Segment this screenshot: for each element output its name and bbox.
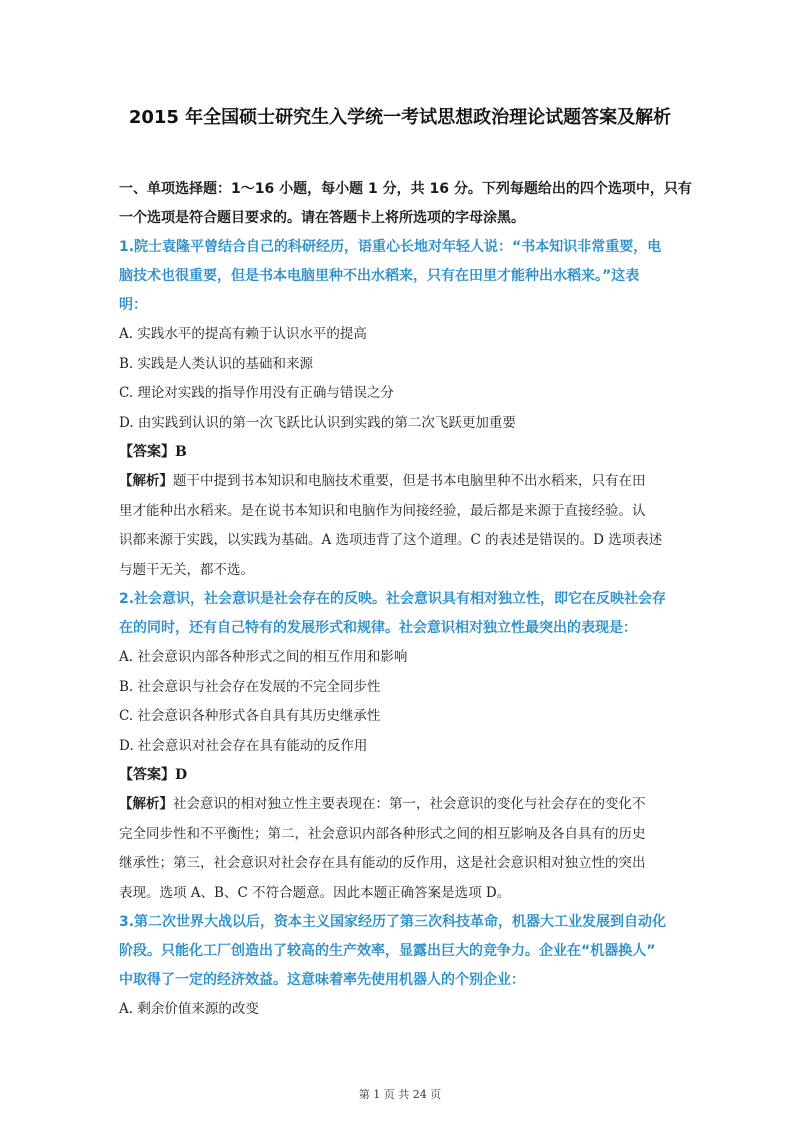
answer-value: B (175, 444, 187, 460)
answer-tag: 【答案】 (119, 444, 175, 460)
option-d: D. 社会意识对社会存在具有能动的反作用 (119, 737, 368, 754)
question-stem-line: 1.院士袁隆平曾结合自己的科研经历，语重心长地对年轻人说：“书本知识非常重要，电 (119, 239, 662, 255)
explanation-line: 表现。选项 A、B、C 不符合题意。因此本题正确答案是选项 D。 (119, 884, 511, 901)
explanation-tag: 【解析】 (119, 796, 173, 812)
option-c: C. 社会意识各种形式各自具有其历史继承性 (119, 708, 381, 724)
explanation-text: 题干中提到书本知识和电脑技术重要，但是书本电脑里种不出水稻来，只有在田 (173, 473, 646, 489)
page-footer: 第 1 页 共 24 页 (358, 1088, 442, 1101)
question-3 (119, 908, 685, 1025)
option-a: A. 剩余价值来源的改变 (119, 1001, 259, 1017)
section-header-line-1: 一、单项选择题：1～16 小题，每小题 1 分，共 16 分。下列每题给出的四个选项中，只有 (119, 181, 692, 197)
explanation-line (119, 467, 685, 497)
answer-line (119, 761, 685, 790)
question-stem-line: 2.社会意识，社会意识是社会存在的反映。社会意识具有相对独立性，即它在反映社会存 (119, 591, 667, 607)
question-stem-line: 明： (119, 297, 147, 313)
explanation-tag: 【解析】 (119, 473, 173, 489)
explanation-line (119, 790, 685, 820)
explanation-line: 继承性；第三，社会意识对社会存在具有能动的反作用，这是社会意识相对独立性的突出 (119, 855, 646, 871)
explanation-line: 完全同步性和不平衡性；第二，社会意识内部各种形式之间的相互影响及各自具有的历史 (119, 825, 646, 842)
answer-value: D (175, 767, 188, 783)
option-b: B. 实践是人类认识的基础和来源 (119, 355, 314, 372)
option-a: A. 实践水平的提高有赖于认识水平的提高 (119, 326, 367, 342)
option-d: D. 由实践到认识的第一次飞跃比认识到实践的第二次飞跃更加重要 (119, 414, 516, 431)
answer-tag: 【答案】 (119, 767, 175, 783)
question-1 (119, 233, 685, 585)
page-title: 2015 年全国硕士研究生入学统一考试思想政治理论试题答案及解析 (128, 107, 672, 128)
explanation-line: 里才能种出水稻来。是在说书本知识和电脑作为间接经验，最后都是来源于直接经验。认 (119, 502, 646, 519)
question-stem-line: 在的同时，还有自己特有的发展形式和规律。社会意识相对独立性最突出的表现是： (119, 620, 637, 636)
answer-line (119, 438, 685, 467)
option-c: C. 理论对实践的指导作用没有正确与错误之分 (119, 385, 394, 401)
explanation-text: 社会意识的相对独立性主要表现在：第一，社会意识的变化与社会存在的变化不 (173, 796, 646, 812)
section-header-line-2: 一个选项是符合题目要求的。请在答题卡上将所选项的字母涂黑。 (119, 210, 525, 226)
question-stem-line: 阶段。只能化工厂创造出了较高的生产效率，显露出巨大的竞争力。企业在“机器换人” (119, 943, 656, 959)
explanation-line: 识都来源于实践，以实践为基础。A 选项违背了这个道理。C 的表述是错误的。D 选项表述 (119, 532, 663, 548)
question-stem-line: 中取得了一定的经济效益。这意味着率先使用机器人的个别企业： (119, 972, 525, 988)
question-stem-line: 脑技术也很重要，但是书本电脑里种不出水稻来，只有在田里才能种出水稻来。”这表 (119, 268, 640, 284)
question-2 (119, 585, 685, 908)
option-b: B. 社会意识与社会存在发展的不完全同步性 (119, 678, 381, 695)
page-content (119, 175, 692, 1025)
explanation-line: 与题干无关，都不选。 (119, 561, 254, 578)
option-a: A. 社会意识内部各种形式之间的相互作用和影响 (119, 649, 408, 665)
question-stem-line: 3.第二次世界大战以后，资本主义国家经历了第三次科技革命，机器大工业发展到自动化 (119, 914, 667, 930)
